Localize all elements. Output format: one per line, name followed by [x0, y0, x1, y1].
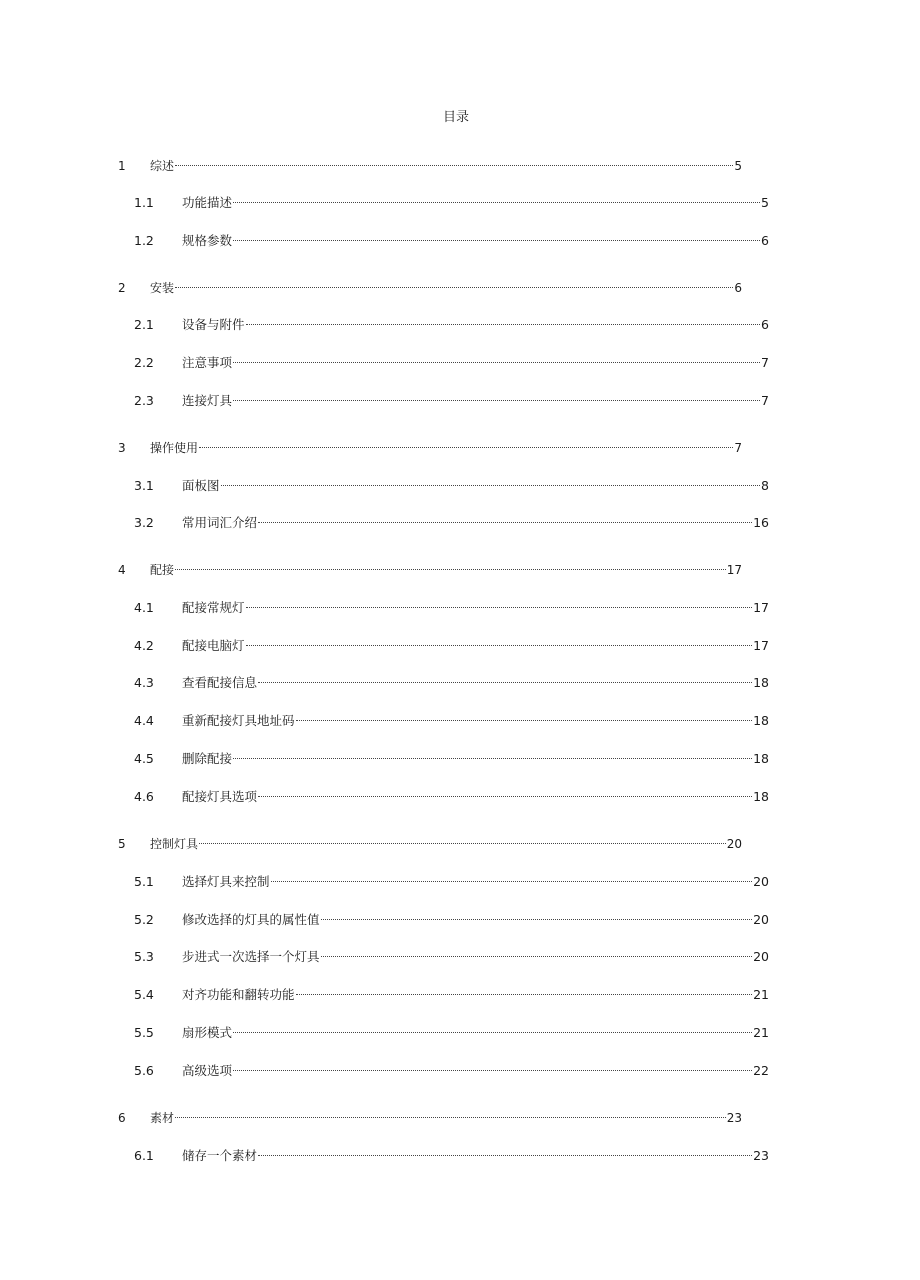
- toc-entry-number: 3.2: [134, 515, 154, 530]
- toc-entry-page-number: 7: [761, 355, 769, 370]
- toc-entry-section[interactable]: [134, 673, 769, 693]
- toc-entry-label: 操作使用: [150, 441, 199, 455]
- toc-entry-number: 3.1: [134, 478, 154, 493]
- toc-entry-page-number: 6: [761, 233, 769, 248]
- toc-entry-label: 配接: [150, 563, 175, 577]
- toc-entry-page-number: 6: [734, 281, 742, 295]
- toc-entry-label: 查看配接信息: [182, 675, 258, 690]
- toc-entry-section[interactable]: [134, 476, 769, 496]
- toc-entry-chapter[interactable]: [118, 560, 742, 580]
- toc-entry-label: 选择灯具来控制: [182, 874, 270, 889]
- toc-entry-number: 4.2: [134, 638, 154, 653]
- toc-entry-label: 注意事项: [182, 355, 233, 370]
- toc-dot-leader: [233, 1070, 752, 1071]
- toc-entry-page-number: 18: [753, 713, 769, 728]
- toc-entry-number: 4.6: [134, 789, 154, 804]
- toc-entry-chapter[interactable]: [118, 156, 742, 176]
- toc-entry-label: 配接灯具选项: [182, 789, 258, 804]
- toc-dot-leader: [233, 240, 760, 241]
- toc-dot-leader: [199, 447, 733, 448]
- toc-dot-leader: [258, 796, 752, 797]
- toc-dot-leader: [246, 607, 753, 608]
- toc-entry-section[interactable]: [134, 787, 769, 807]
- toc-entry-number: 4.5: [134, 751, 154, 766]
- toc-entry-number: 1.2: [134, 233, 154, 248]
- toc-entry-label: 功能描述: [182, 195, 233, 210]
- toc-entry-page-number: 16: [753, 515, 769, 530]
- toc-entry-label: 设备与附件: [182, 317, 245, 332]
- toc-entry-section[interactable]: [134, 636, 769, 656]
- toc-entry-label: 规格参数: [182, 233, 233, 248]
- toc-entry-number: 1: [118, 159, 126, 173]
- toc-entry-section[interactable]: [134, 1146, 769, 1166]
- toc-entry-page-number: 5: [761, 195, 769, 210]
- toc-entry-number: 5.1: [134, 874, 154, 889]
- toc-entry-label: 连接灯具: [182, 393, 233, 408]
- toc-entry-chapter[interactable]: [118, 438, 742, 458]
- toc-entry-label: 安装: [150, 281, 175, 295]
- toc-dot-leader: [296, 720, 753, 721]
- toc-entry-label: 对齐功能和翻转功能: [182, 987, 295, 1002]
- toc-entry-number: 3: [118, 441, 126, 455]
- toc-dot-leader: [246, 645, 753, 646]
- toc-entry-label: 面板图: [182, 478, 220, 493]
- toc-entry-page-number: 7: [761, 393, 769, 408]
- toc-entry-number: 6: [118, 1111, 126, 1125]
- toc-entry-chapter[interactable]: [118, 278, 742, 298]
- toc-dot-leader: [175, 287, 733, 288]
- toc-entry-page-number: 17: [726, 563, 742, 577]
- toc-entry-page-number: 23: [726, 1111, 742, 1125]
- toc-dot-leader: [199, 843, 726, 844]
- toc-entry-label: 删除配接: [182, 751, 233, 766]
- toc-entry-page-number: 20: [753, 874, 769, 889]
- toc-entry-page-number: 20: [726, 837, 742, 851]
- toc-dot-leader: [258, 682, 752, 683]
- toc-entry-label: 储存一个素材: [182, 1148, 258, 1163]
- toc-entry-page-number: 18: [753, 675, 769, 690]
- toc-entry-label: 素材: [150, 1111, 175, 1125]
- toc-entry-number: 4.1: [134, 600, 154, 615]
- toc-entry-section[interactable]: [134, 391, 769, 411]
- toc-entry-section[interactable]: [134, 513, 769, 533]
- toc-dot-leader: [271, 881, 753, 882]
- toc-entry-label: 综述: [150, 159, 175, 173]
- toc-dot-leader: [258, 1155, 752, 1156]
- toc-dot-leader: [258, 522, 752, 523]
- toc-dot-leader: [321, 919, 753, 920]
- toc-entry-number: 5.5: [134, 1025, 154, 1040]
- toc-entry-page-number: 6: [761, 317, 769, 332]
- toc-entry-number: 5.4: [134, 987, 154, 1002]
- toc-entry-label: 常用词汇介绍: [182, 515, 258, 530]
- toc-dot-leader: [246, 324, 761, 325]
- toc-entry-label: 扇形模式: [182, 1025, 233, 1040]
- toc-entry-number: 2: [118, 281, 126, 295]
- toc-entry-number: 6.1: [134, 1148, 154, 1163]
- toc-entry-section[interactable]: [134, 872, 769, 892]
- toc-entry-page-number: 5: [734, 159, 742, 173]
- page-title: 目录: [442, 110, 469, 125]
- toc-entry-number: 4.4: [134, 713, 154, 728]
- toc-entry-chapter[interactable]: [118, 1108, 742, 1128]
- toc-entry-section[interactable]: [134, 353, 769, 373]
- toc-entry-page-number: 23: [753, 1148, 769, 1163]
- toc-entry-label: 修改选择的灯具的属性值: [182, 912, 320, 927]
- toc-dot-leader: [233, 362, 760, 363]
- toc-entry-section[interactable]: [134, 947, 769, 967]
- toc-dot-leader: [233, 202, 760, 203]
- toc-entry-number: 5.6: [134, 1063, 154, 1078]
- toc-entry-section[interactable]: [134, 749, 769, 769]
- toc-dot-leader: [175, 569, 726, 570]
- toc-entry-number: 2.3: [134, 393, 154, 408]
- toc-entry-section[interactable]: [134, 193, 769, 213]
- toc-entry-label: 重新配接灯具地址码: [182, 713, 295, 728]
- toc-entry-page-number: 22: [753, 1063, 769, 1078]
- toc-entry-number: 1.1: [134, 195, 154, 210]
- toc-entry-section[interactable]: [134, 910, 769, 930]
- toc-entry-label: 高级选项: [182, 1063, 233, 1078]
- toc-entry-number: 5.3: [134, 949, 154, 964]
- toc-entry-number: 5: [118, 837, 126, 851]
- toc-entry-label: 步进式一次选择一个灯具: [182, 949, 320, 964]
- toc-entry-page-number: 8: [761, 478, 769, 493]
- toc-entry-label: 配接常规灯: [182, 600, 245, 615]
- toc-entry-page-number: 20: [753, 949, 769, 964]
- toc-entry-page-number: 17: [753, 600, 769, 615]
- toc-entry-section[interactable]: [134, 711, 769, 731]
- toc-dot-leader: [233, 1032, 752, 1033]
- toc-entry-section[interactable]: [134, 315, 769, 335]
- toc-entry-chapter[interactable]: [118, 834, 742, 854]
- toc-entry-number: 2.2: [134, 355, 154, 370]
- toc-dot-leader: [233, 758, 752, 759]
- toc-entry-label: 控制灯具: [150, 837, 199, 851]
- toc-entry-section[interactable]: [134, 598, 769, 618]
- toc-entry-section[interactable]: [134, 1023, 769, 1043]
- toc-dot-leader: [296, 994, 753, 995]
- toc-dot-leader: [221, 485, 761, 486]
- toc-entry-number: 4: [118, 563, 126, 577]
- toc-entry-page-number: 17: [753, 638, 769, 653]
- toc-entry-number: 4.3: [134, 675, 154, 690]
- toc-entry-section[interactable]: [134, 1061, 769, 1081]
- toc-dot-leader: [175, 1117, 726, 1118]
- toc-dot-leader: [175, 165, 733, 166]
- toc-entry-number: 5.2: [134, 912, 154, 927]
- toc-entry-label: 配接电脑灯: [182, 638, 245, 653]
- toc-entry-page-number: 21: [753, 1025, 769, 1040]
- toc-entry-section[interactable]: [134, 985, 769, 1005]
- toc-entry-page-number: 7: [734, 441, 742, 455]
- toc-entry-page-number: 20: [753, 912, 769, 927]
- toc-entry-page-number: 18: [753, 789, 769, 804]
- toc-dot-leader: [321, 956, 753, 957]
- toc-entry-section[interactable]: [134, 231, 769, 251]
- toc-entry-number: 2.1: [134, 317, 154, 332]
- toc-entry-page-number: 21: [753, 987, 769, 1002]
- toc-entry-page-number: 18: [753, 751, 769, 766]
- toc-dot-leader: [233, 400, 760, 401]
